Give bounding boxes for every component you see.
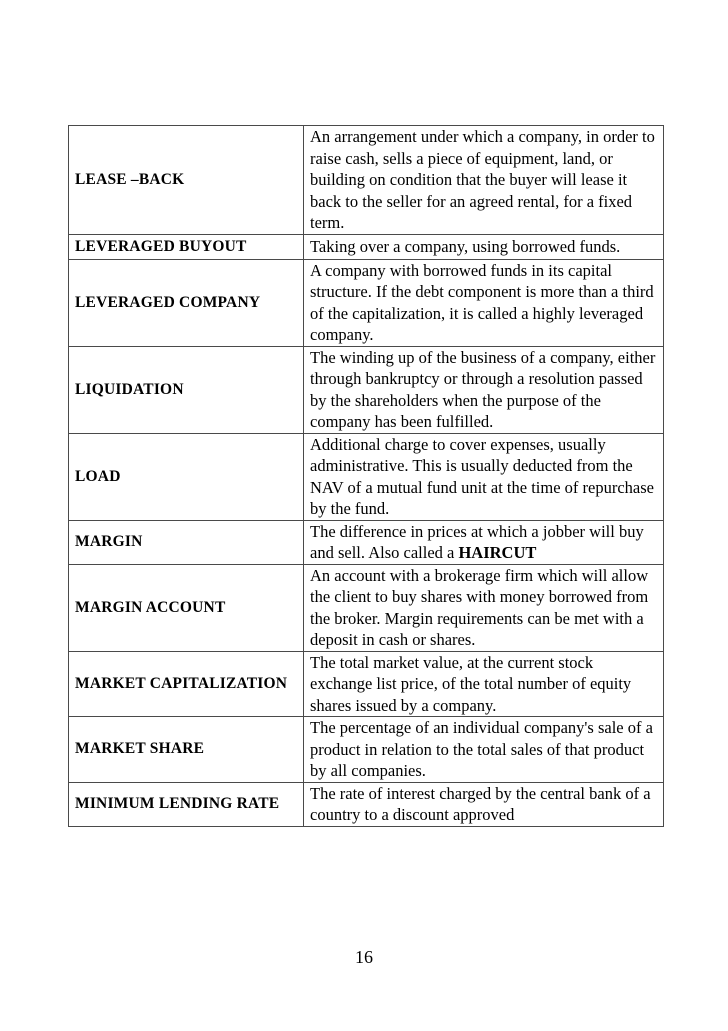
table-row [69, 126, 664, 235]
definition-cell: Taking over a company, using borrowed funds. [304, 234, 664, 259]
term-cell: MARKET CAPITALIZATION [69, 651, 304, 717]
definition-cell: An arrangement under which a company, in order to raise cash, sells a piece of equipment, land, or building on condition that the buyer will lease it back to the seller for an agreed rental, for a fixed term. [304, 126, 664, 235]
term-cell: MINIMUM LENDING RATE [69, 782, 304, 826]
term-cell: MARGIN [69, 520, 304, 564]
glossary-table [68, 125, 664, 827]
definition-cell [304, 520, 664, 564]
term-cell: LEVERAGED BUYOUT [69, 234, 304, 259]
term-cell: LIQUIDATION [69, 346, 304, 433]
term-cell: LEASE –BACK [69, 126, 304, 235]
table-row [69, 433, 664, 520]
table-row [69, 564, 664, 651]
definition-cell: The percentage of an individual company's sale of a product in relation to the total sales of that product by all companies. [304, 717, 664, 783]
definition-cell: Additional charge to cover expenses, usually administrative. This is usually deducted from the NAV of a mutual fund unit at the time of repurchase by the fund. [304, 433, 664, 520]
table-row [69, 717, 664, 783]
definition-cell: The winding up of the business of a company, either through bankruptcy or through a resolution passed by the shareholders when the purpose of the company has been fulfilled. [304, 346, 664, 433]
definition-cell: An account with a brokerage firm which will allow the client to buy shares with money borrowed from the broker. Margin requirements can be met with a deposit in cash or shares. [304, 564, 664, 651]
definition-cell: A company with borrowed funds in its capital structure. If the debt component is more than a third of the capitalization, it is called a highly leveraged company. [304, 259, 664, 346]
table-row [69, 651, 664, 717]
definition-emphasis: HAIRCUT [458, 543, 537, 562]
term-cell: LEVERAGED COMPANY [69, 259, 304, 346]
table-row [69, 520, 664, 564]
table-row [69, 234, 664, 259]
table-row [69, 346, 664, 433]
definition-text: The difference in prices at which a jobber will buy and sell. Also called a [310, 521, 644, 562]
term-cell: LOAD [69, 433, 304, 520]
page-number: 16 [355, 947, 373, 967]
term-cell: MARKET SHARE [69, 717, 304, 783]
table-row [69, 259, 664, 346]
definition-cell: The total market value, at the current stock exchange list price, of the total number of equity shares issued by a company. [304, 651, 664, 717]
definition-cell: The rate of interest charged by the central bank of a country to a discount approved [304, 782, 664, 826]
term-cell: MARGIN ACCOUNT [69, 564, 304, 651]
table-row [69, 782, 664, 826]
